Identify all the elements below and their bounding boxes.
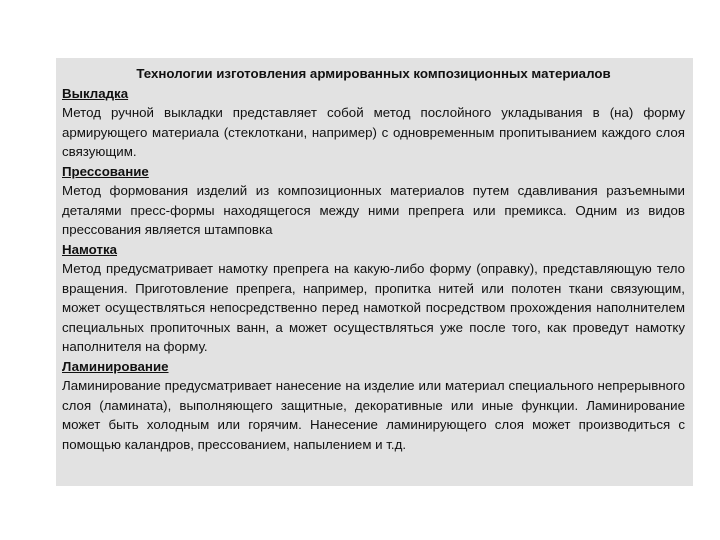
section-text-layup: Метод ручной выкладки представляет собой метод послойного укладывания в (на) форму армирующего материала (стеклоткани, например) с одновременным пропитыванием каждого слоя связующим. [62,105,685,159]
section-heading-lamination: Ламинирование [62,358,169,374]
text-panel [56,58,693,486]
section-heading-layup: Выкладка [62,85,129,101]
section-text-pressing: Метод формования изделий из композиционных материалов путем сдавливания разъемными деталями пресс-формы находящегося между ними препрега или премикса. Одним из видов прессования является штамповка [62,183,685,237]
section-heading-winding: Намотка [62,241,118,257]
page-title: Технологии изготовления армированных композиционных материалов [136,66,611,81]
section-text-winding: Метод предусматривает намотку препрега на какую-либо форму (оправку), представляющую тело вращения. Приготовление препрега, например, пропитка нитей или полотен ткани связующим, может осуществляться непосредственно перед намоткой посредством прохождения наполнителем специальных пропиточных ванн, а может осуществляться уже после того, как проведут намотку наполнителя на форму. [62,261,685,354]
section-text-lamination: Ламинирование предусматривает нанесение на изделие или материал специального непрерывного слоя (ламината), выполняющего защитные, декоративные или иные функции. Ламинирование может быть холодным или горячим. Нанесение ламинирующего слоя может производиться с помощью каландров, прессованием, напылением и т.д. [62,378,685,452]
section-heading-pressing: Прессование [62,163,149,179]
